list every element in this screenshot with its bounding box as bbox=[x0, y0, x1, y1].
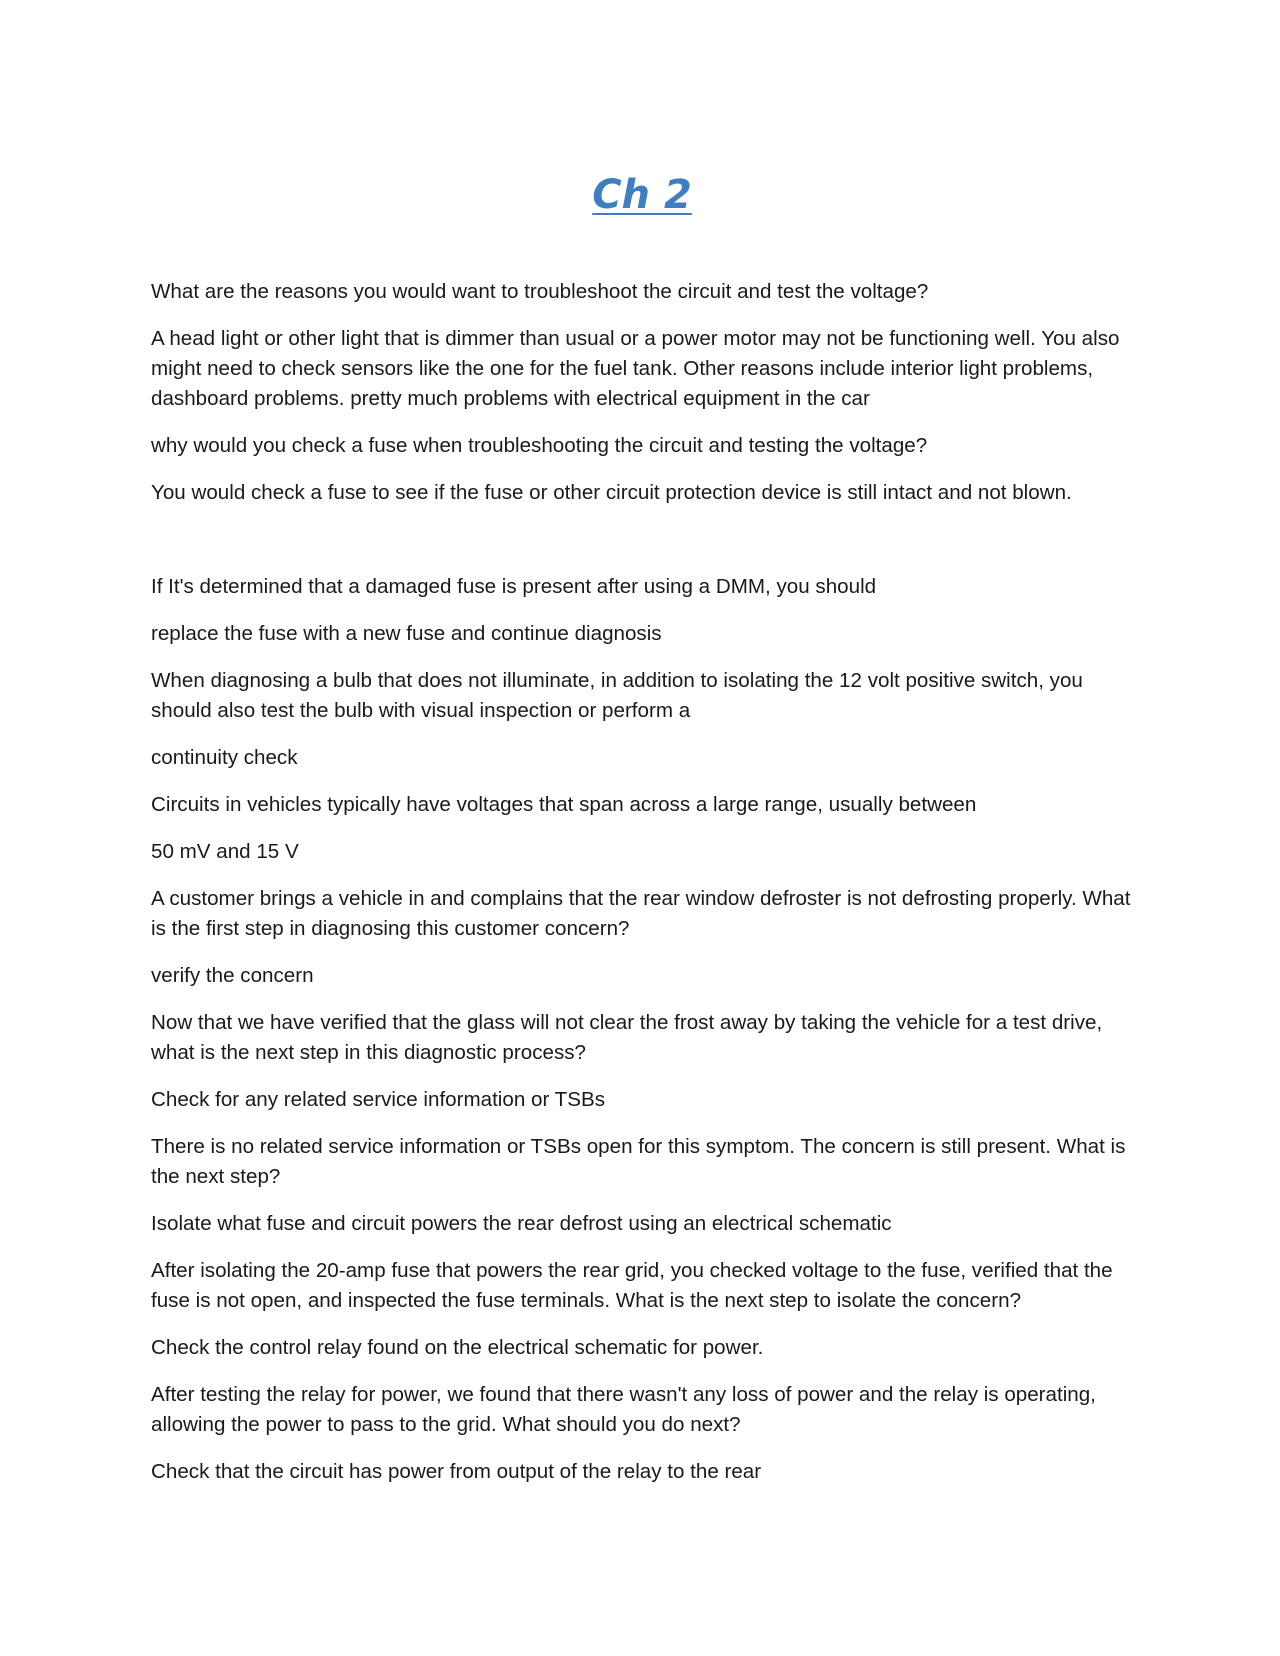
title-container bbox=[0, 172, 1280, 218]
answer-after-relay-test: Check that the circuit has power from output of the relay to the rear bbox=[151, 1460, 762, 1483]
question-next-step-after-verify: Now that we have verified that the glass will not clear the frost away by taking the vehicle for a test drive, what is the next step in this diagnostic process? bbox=[151, 1011, 1103, 1064]
answer-no-tsbs: Isolate what fuse and circuit powers the rear defrost using an electrical schematic bbox=[151, 1212, 892, 1235]
question-troubleshoot-reasons: What are the reasons you would want to troubleshoot the circuit and test the voltage? bbox=[151, 280, 929, 303]
question-bulb-diagnosis: When diagnosing a bulb that does not illuminate, in addition to isolating the 12 volt positive switch, you should also test the bulb with visual inspection or perform a bbox=[151, 669, 1083, 722]
question-after-relay-test: After testing the relay for power, we found that there wasn't any loss of power and the relay is operating, allowing the power to pass to the grid. What should you do next? bbox=[151, 1383, 1096, 1436]
page-title: Ch 2 bbox=[592, 172, 692, 218]
answer-after-fuse-isolated: Check the control relay found on the electrical schematic for power. bbox=[151, 1336, 764, 1359]
answer-damaged-fuse: replace the fuse with a new fuse and continue diagnosis bbox=[151, 622, 662, 645]
answer-bulb-diagnosis: continuity check bbox=[151, 746, 298, 769]
answer-next-step-after-verify: Check for any related service information or TSBs bbox=[151, 1088, 606, 1111]
answer-voltage-range: 50 mV and 15 V bbox=[151, 840, 299, 863]
question-after-fuse-isolated: After isolating the 20-amp fuse that powers the rear grid, you checked voltage to the fuse, verified that the fuse is not open, and inspected the fuse terminals. What is the next step to isolate the concern? bbox=[151, 1259, 1113, 1312]
question-damaged-fuse: If It's determined that a damaged fuse is present after using a DMM, you should bbox=[151, 575, 877, 598]
question-voltage-range: Circuits in vehicles typically have voltages that span across a large range, usually between bbox=[151, 793, 977, 816]
question-defroster-first-step: A customer brings a vehicle in and complains that the rear window defroster is not defrosting properly. What is the first step in diagnosing this customer concern? bbox=[151, 887, 1131, 940]
answer-defroster-first-step: verify the concern bbox=[151, 964, 314, 987]
question-check-fuse: why would you check a fuse when troubleshooting the circuit and testing the voltage? bbox=[151, 434, 928, 457]
answer-check-fuse: You would check a fuse to see if the fuse or other circuit protection device is still intact and not blown. bbox=[151, 481, 1072, 504]
answer-troubleshoot-reasons: A head light or other light that is dimmer than usual or a power motor may not be functioning well. You also might need to check sensors like the one for the fuel tank. Other reasons include interior light problems, dashboard problems. pretty much problems with electrical equipment in the car bbox=[151, 327, 1120, 410]
question-no-tsbs: There is no related service information or TSBs open for this symptom. The concern is still present. What is the next step? bbox=[151, 1135, 1126, 1188]
document-body bbox=[151, 277, 1141, 1504]
